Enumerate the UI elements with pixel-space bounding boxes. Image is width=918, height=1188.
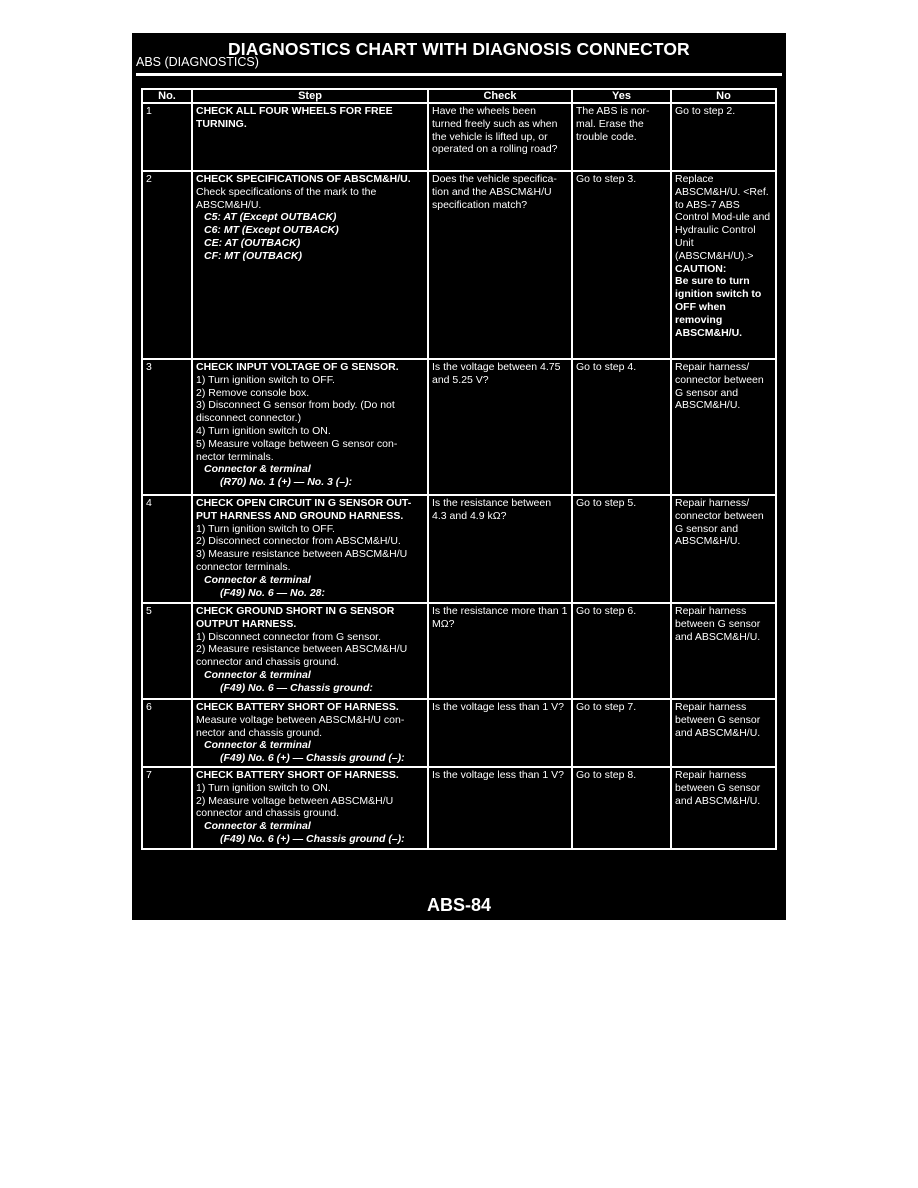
step-cell [192,603,428,699]
step-line: 5) Measure voltage between G sensor con-nector terminals. [196,437,398,463]
row-number: 3 [142,359,192,495]
row-number: 1 [142,103,192,171]
yes-cell: Go to step 5. [572,495,671,603]
page-title: DIAGNOSTICS CHART WITH DIAGNOSIS CONNECTOR [228,39,690,59]
step-title: CHECK SPECIFICATIONS OF ABSCM&H/U. [196,173,411,185]
document-page [132,33,786,920]
yes-cell: Go to step 8. [572,767,671,849]
spec-code: CF: MT (OUTBACK) [204,249,302,262]
step-cell [192,699,428,767]
header-yes: Yes [572,89,671,103]
no-cell: Repair harness/ connector between G sensor and ABSCM&H/U. [671,359,776,495]
row-number: 5 [142,603,192,699]
header-no-result: No [671,89,776,103]
step-line: 2) Measure voltage between ABSCM&H/U connector and chassis ground. [196,794,394,820]
row-number: 6 [142,699,192,767]
step-cell [192,171,428,359]
step-line: 2) Remove console box. [196,386,310,399]
connector-value: (R70) No. 1 (+) — No. 3 (–): [220,476,353,489]
step-cell [192,359,428,495]
no-cell: Go to step 2. [671,103,776,171]
step-line: Check specifications of the mark to the ABSCM&H/U. [196,185,377,211]
yes-cell: The ABS is nor-mal. Erase the trouble code. [572,103,671,171]
step-line: 1) Turn ignition switch to OFF. [196,522,335,535]
table-row [142,171,776,359]
check-cell: Is the voltage less than 1 V? [428,767,572,849]
connector-value: (F49) No. 6 — Chassis ground: [220,681,373,694]
yes-cell: Go to step 4. [572,359,671,495]
row-number: 4 [142,495,192,603]
step-line: 2) Disconnect connector from ABSCM&H/U. [196,535,401,548]
step-cell [192,103,428,171]
table-row [142,699,776,767]
connector-label: Connector & terminal [204,573,311,586]
check-cell: Is the voltage less than 1 V? [428,699,572,767]
yes-cell: Go to step 3. [572,171,671,359]
table-row [142,767,776,849]
page-subtitle: ABS (DIAGNOSTICS) [136,55,259,69]
yes-cell: Go to step 7. [572,699,671,767]
check-cell: Does the vehicle specifica-tion and the ABSCM&H/U specification match? [428,171,572,359]
no-cell: Repair harness between G sensor and ABSCM&H/U. [671,699,776,767]
step-title: CHECK BATTERY SHORT OF HARNESS. [196,769,399,781]
no-action: Replace ABSCM&H/U. <Ref. to ABS-7 ABS Control Mod-ule and Hydraulic Control Unit (ABSCM&H/U).> [675,173,771,262]
step-title: CHECK INPUT VOLTAGE OF G SENSOR. [196,361,399,373]
table-row [142,603,776,699]
check-cell: Is the voltage between 4.75 and 5.25 V? [428,359,572,495]
table-row [142,103,776,171]
no-cell: Repair harness between G sensor and ABSCM&H/U. [671,767,776,849]
connector-value: (F49) No. 6 (+) — Chassis ground (–): [220,752,405,765]
diagnostics-table [141,88,777,850]
step-title: CHECK ALL FOUR WHEELS FOR FREE TURNING. [196,105,393,130]
connector-value: (F49) No. 6 (+) — Chassis ground (–): [220,832,405,845]
table-row [142,359,776,495]
step-title: CHECK GROUND SHORT IN G SENSOR OUTPUT HARNESS. [196,605,395,630]
table-row [142,495,776,603]
header-rule [136,73,782,76]
table-header-row [142,89,776,103]
step-line: 1) Disconnect connector from G sensor. [196,630,381,643]
connector-label: Connector & terminal [204,739,311,752]
header-check: Check [428,89,572,103]
no-cell: Repair harness between G sensor and ABSCM&H/U. [671,603,776,699]
step-line: 2) Measure resistance between ABSCM&H/U connector and chassis ground. [196,643,408,669]
step-line: Measure voltage between ABSCM&H/U con-nector and chassis ground. [196,713,405,739]
connector-label: Connector & terminal [204,463,311,476]
step-title: CHECK BATTERY SHORT OF HARNESS. [196,701,399,713]
no-cell [671,171,776,359]
step-line: 1) Turn ignition switch to OFF. [196,373,335,386]
check-cell: Have the wheels been turned freely such as when the vehicle is lifted up, or operated on a rolling road? [428,103,572,171]
connector-value: (F49) No. 6 — No. 28: [220,586,326,599]
no-cell: Repair harness/ connector between G sensor and ABSCM&H/U. [671,495,776,603]
page-number: ABS-84 [426,895,492,915]
check-cell: Is the resistance between 4.3 and 4.9 kΩ? [428,495,572,603]
connector-label: Connector & terminal [204,668,311,681]
step-line: 3) Measure resistance between ABSCM&H/U connector terminals. [196,548,408,573]
check-cell: Is the resistance more than 1 MΩ? [428,603,572,699]
header-step: Step [192,89,428,103]
connector-label: Connector & terminal [204,820,311,833]
spec-code: C6: MT (Except OUTBACK) [204,224,339,237]
yes-cell: Go to step 6. [572,603,671,699]
header-no: No. [142,89,192,103]
caution-label: CAUTION: [675,262,727,275]
step-title: CHECK OPEN CIRCUIT IN G SENSOR OUT-PUT HARNESS AND GROUND HARNESS. [196,497,412,522]
row-number: 2 [142,171,192,359]
step-cell [192,495,428,603]
caution-text: Be sure to turn ignition switch to OFF when removing ABSCM&H/U. [675,275,762,339]
spec-code: C5: AT (Except OUTBACK) [204,211,337,224]
step-line: 4) Turn ignition switch to ON. [196,424,331,437]
row-number: 7 [142,767,192,849]
step-line: 3) Disconnect G sensor from body. (Do not disconnect connector.) [196,399,395,425]
step-line: 1) Turn ignition switch to ON. [196,781,331,794]
step-cell [192,767,428,849]
spec-code: CE: AT (OUTBACK) [204,236,301,249]
